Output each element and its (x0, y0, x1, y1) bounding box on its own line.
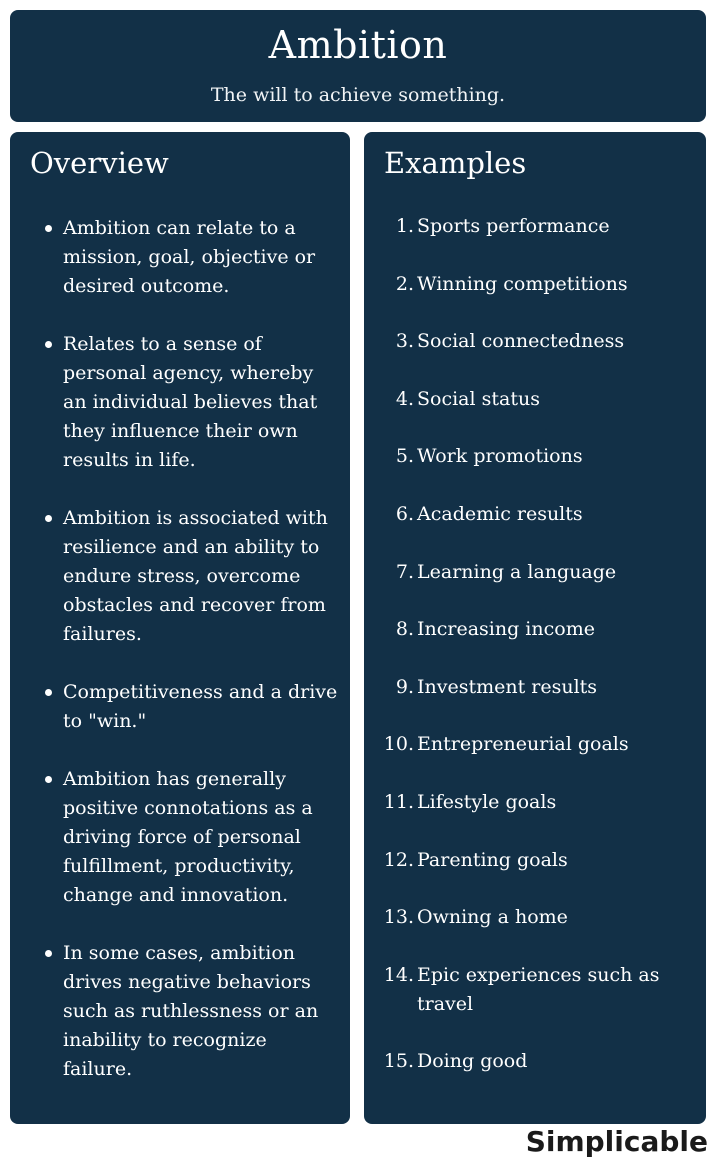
example-item (364, 558, 706, 587)
bullet-icon (45, 341, 52, 348)
examples-panel (364, 132, 706, 1124)
overview-item (10, 765, 350, 910)
overview-item (10, 678, 350, 736)
example-item (364, 212, 706, 241)
example-number: 2 . (396, 270, 414, 299)
example-item (364, 615, 706, 644)
overview-item (10, 939, 350, 1084)
overview-item-text: Ambition has generally positive connotations as a driving force of personal fulfillment, productivity, change and innovation. (63, 768, 313, 906)
example-text: Social connectedness (417, 330, 625, 353)
bullet-icon (45, 950, 52, 957)
bullet-icon (45, 689, 52, 696)
overview-item-text: In some cases, ambition drives negative behaviors such as ruthlessness or an inability to recognize failure. (63, 942, 319, 1080)
header-panel (10, 10, 706, 122)
example-text: Parenting goals (417, 848, 568, 871)
bullet-icon (45, 515, 52, 522)
overview-item (10, 330, 350, 475)
example-item (364, 385, 706, 414)
overview-item (10, 504, 350, 649)
example-text: Learning a language (417, 560, 617, 583)
bullet-icon (45, 776, 52, 783)
example-text: Lifestyle goals (417, 790, 557, 813)
page-title: Ambition (268, 23, 448, 67)
example-number: 7 . (396, 558, 414, 587)
example-item (364, 846, 706, 875)
example-number: 11 . (384, 788, 414, 817)
example-number: 12 . (384, 846, 414, 875)
example-item (364, 500, 706, 529)
example-item (364, 961, 706, 1019)
overview-item-text: Ambition can relate to a mission, goal, objective or desired outcome. (63, 217, 316, 297)
example-number: 5 . (396, 442, 414, 471)
example-item (364, 442, 706, 471)
example-item (364, 327, 706, 356)
example-item (364, 788, 706, 817)
page-subtitle: The will to achieve something. (210, 84, 506, 106)
example-text: Owning a home (417, 906, 568, 929)
brand-logo[interactable]: Simplicable (525, 1125, 708, 1158)
example-item (364, 270, 706, 299)
example-item (364, 903, 706, 932)
example-text: Winning competitions (417, 272, 628, 295)
example-number: 3 . (396, 327, 414, 356)
example-number: 8 . (396, 615, 414, 644)
example-text: Doing good (417, 1050, 528, 1073)
example-text: Entrepreneurial goals (417, 733, 629, 756)
example-number: 6 . (396, 500, 414, 529)
example-text: Academic results (417, 502, 583, 525)
example-number: 10 . (384, 730, 414, 759)
example-text: Epic experiences such as travel (417, 963, 660, 1015)
example-item (364, 1047, 706, 1076)
example-item (364, 673, 706, 702)
overview-item-text: Competitiveness and a drive to "win." (63, 681, 338, 732)
bullet-icon (45, 225, 52, 232)
overview-item-text: Relates to a sense of personal agency, whereby an individual believes that they influence their own results in life. (63, 333, 318, 471)
example-number: 14 . (384, 961, 414, 990)
example-number: 1 . (396, 212, 414, 241)
example-number: 4 . (396, 385, 414, 414)
overview-panel (10, 132, 350, 1124)
example-text: Work promotions (417, 445, 583, 468)
example-text: Sports performance (417, 215, 610, 237)
example-text: Increasing income (417, 618, 595, 641)
examples-list (364, 212, 706, 1105)
example-text: Social status (417, 387, 540, 410)
overview-list (10, 214, 350, 1113)
example-number: 15 . (384, 1047, 414, 1076)
overview-item-text: Ambition is associated with resilience and an ability to endure stress, overcome obstacles and recover from failures. (63, 507, 328, 645)
overview-heading: Overview (30, 146, 169, 180)
examples-heading: Examples (384, 146, 527, 180)
example-number: 9 . (396, 673, 414, 702)
example-item (364, 730, 706, 759)
overview-item (10, 214, 350, 301)
example-text: Investment results (417, 675, 598, 698)
example-number: 13 . (384, 903, 414, 932)
